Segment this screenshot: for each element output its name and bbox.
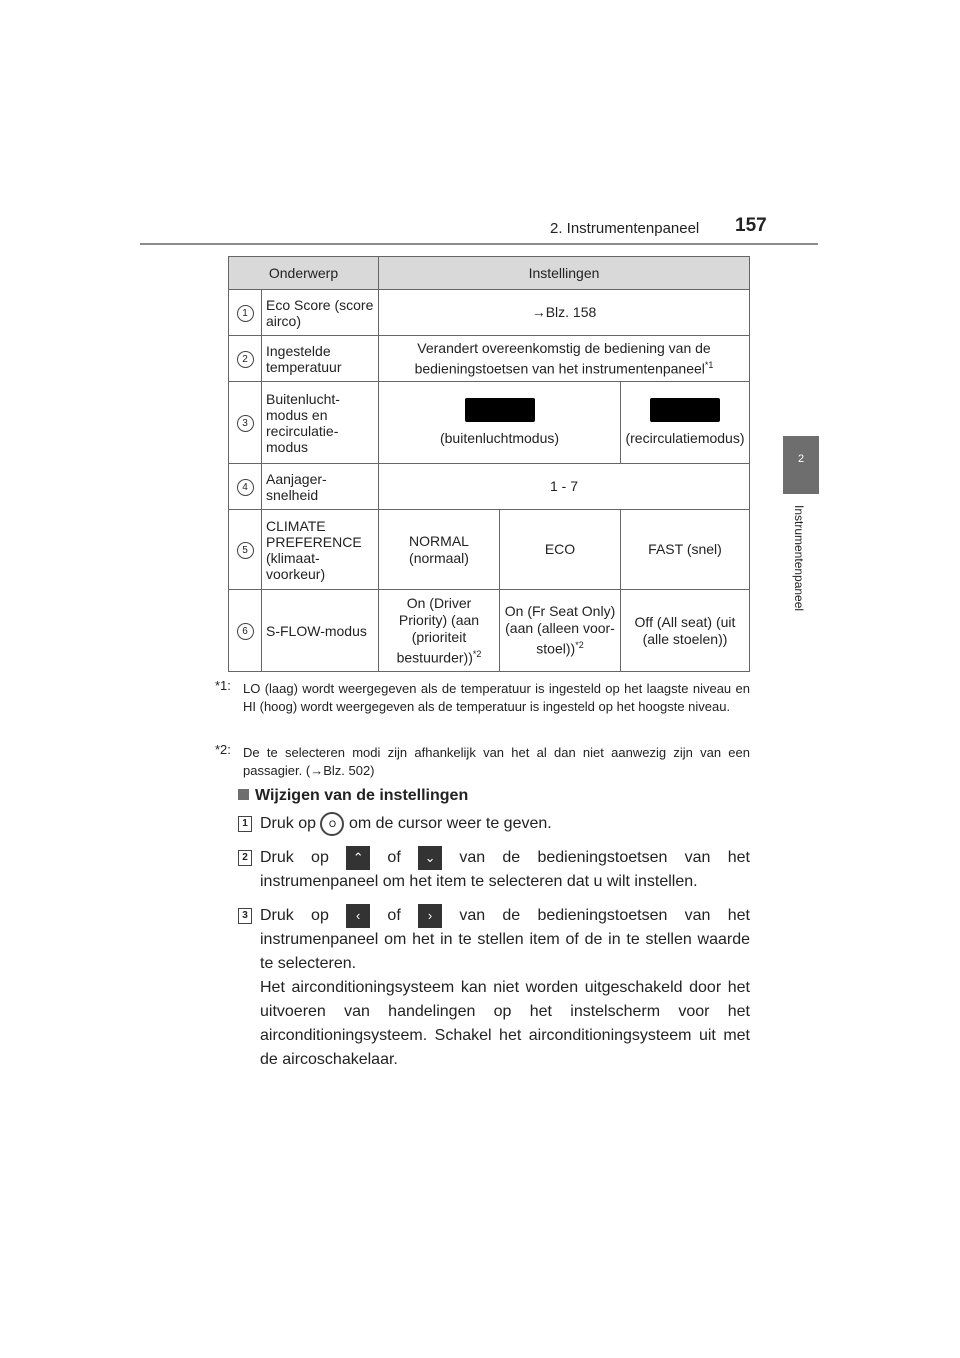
control-button-icon: O bbox=[320, 812, 344, 836]
row-subject: Ingestelde temperatuur bbox=[262, 336, 379, 382]
side-label: Instrumentenpaneel bbox=[792, 505, 806, 612]
footnote-mark: *2: bbox=[215, 742, 231, 757]
footnote bbox=[215, 680, 750, 716]
step: 2 Druk op ⌃ of ⌄ van de bedieningstoetsen van het instrumenpaneel om het item te selecteren dat u wilt instellen. bbox=[238, 846, 750, 894]
row-number: 5 bbox=[237, 542, 254, 559]
footnote-ref: *1 bbox=[704, 359, 714, 370]
step: 3 Druk op ‹ of › van de bedieningstoetsen van het instrumenpaneel om het in te stellen item of de in te stellen waarde te selecteren. Het airconditioningsysteem kan niet worden uitgeschakeld door het uitvoeren van handelingen op het instelscherm voor het airconditioningsysteem. Schakel het airconditioningsysteem uit met de aircoschakelaar. bbox=[238, 904, 750, 1072]
down-arrow-icon: ⌄ bbox=[418, 846, 442, 870]
table-head-subject: Onderwerp bbox=[229, 257, 379, 290]
side-tab: 2 bbox=[783, 436, 819, 494]
footnote-ref: *2 bbox=[472, 648, 482, 659]
option-cell: Off (All seat) (uit (alle stoelen)) bbox=[621, 590, 750, 672]
row-number: 1 bbox=[237, 305, 254, 322]
row-number: 6 bbox=[237, 623, 254, 640]
left-arrow-icon: ‹ bbox=[346, 904, 370, 928]
square-bullet-icon bbox=[238, 789, 249, 800]
footnote-ref: *2 bbox=[575, 640, 584, 651]
outside-air-icon bbox=[465, 398, 535, 422]
row-subject: Eco Score (score airco) bbox=[262, 290, 379, 336]
up-arrow-icon: ⌃ bbox=[346, 846, 370, 870]
footnote-text: LO (laag) wordt weergegeven als de temperatuur is ingesteld op het laagste niveau en HI (hoog) wordt weergegeven als de temperatuur is ingesteld op het hoogste niveau. bbox=[243, 681, 750, 714]
row-number: 2 bbox=[237, 351, 254, 368]
row-subject: Aanjager-snelheid bbox=[262, 464, 379, 510]
step-number: 1 bbox=[238, 816, 252, 832]
footnote bbox=[215, 744, 750, 780]
step-number: 3 bbox=[238, 908, 252, 924]
section-title: Wijzigen van de instellingen bbox=[238, 787, 468, 805]
row-number: 4 bbox=[237, 479, 254, 496]
row-subject: Buitenlucht-modus en recirculatie-modus bbox=[262, 382, 379, 464]
option-cell: On (Driver Priority) (aan (prioriteit bestuurder)) bbox=[396, 594, 480, 666]
step: 1 Druk op O om de cursor weer te geven. bbox=[238, 812, 750, 836]
table-head-settings: Instellingen bbox=[379, 257, 750, 290]
footnote-text: De te selecteren modi zijn afhankelijk van het al dan niet aanwezig zijn van een passagier. (→Blz. 502) bbox=[243, 745, 750, 778]
right-arrow-icon: › bbox=[418, 904, 442, 928]
row-number: 3 bbox=[237, 415, 254, 432]
option-cell: NORMAL (normaal) bbox=[379, 510, 500, 590]
footnote-mark: *1: bbox=[215, 678, 231, 693]
mode-label: (buitenluchtmodus) bbox=[439, 430, 560, 446]
step-number: 2 bbox=[238, 850, 252, 866]
option-cell: FAST (snel) bbox=[621, 510, 750, 590]
page-number: 157 bbox=[735, 215, 767, 236]
recirculation-icon bbox=[650, 398, 720, 422]
row-setting: →Blz. 158 bbox=[379, 290, 750, 336]
header-rule bbox=[140, 243, 818, 245]
option-cell: ECO bbox=[500, 510, 621, 590]
row-setting: Verandert overeenkomstig de bediening van de bedieningstoetsen van het instrumentenpaneel bbox=[414, 339, 711, 377]
row-setting: 1 - 7 bbox=[379, 464, 750, 510]
mode-label: (recirculatiemodus) bbox=[625, 430, 745, 446]
settings-table bbox=[228, 256, 750, 672]
header-section: 2. Instrumentenpaneel bbox=[550, 220, 700, 237]
row-subject: S-FLOW-modus bbox=[262, 590, 379, 672]
option-cell: On (Fr Seat Only) (aan (alleen voor-stoel)) bbox=[504, 603, 616, 657]
row-subject: CLIMATE PREFERENCE (klimaat-voorkeur) bbox=[262, 510, 379, 590]
